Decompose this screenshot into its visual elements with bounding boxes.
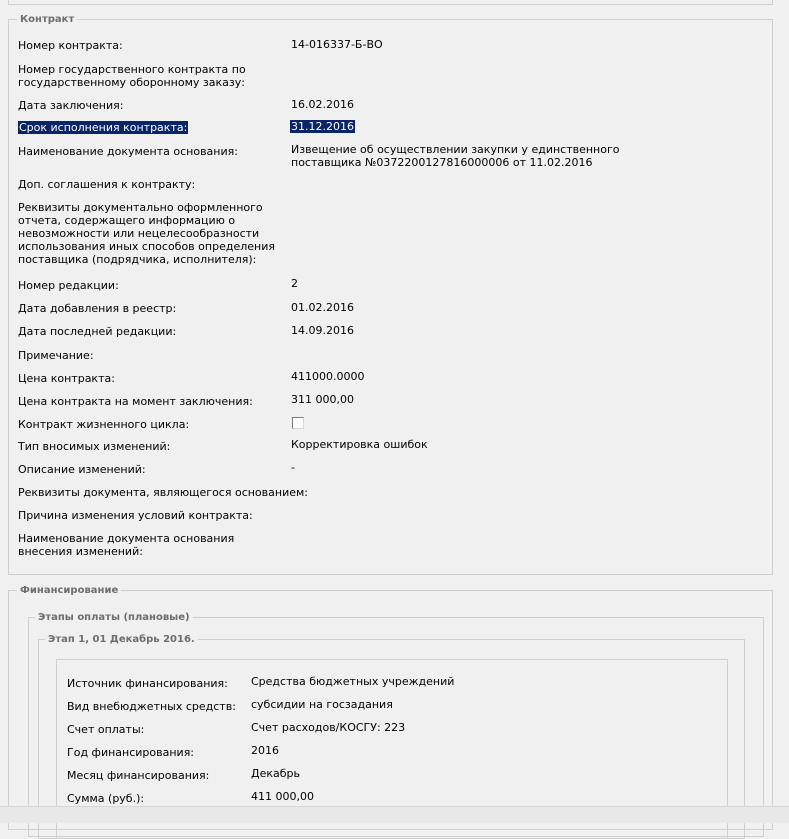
conclusion-date-value: 16.02.2016 (291, 98, 354, 111)
previous-section-frame (8, 0, 773, 5)
financing-month-label: Месяц финансирования: (67, 769, 210, 782)
last-revision-date-label: Дата последней редакции: (18, 325, 177, 338)
change-reason-label: Причина изменения условий контракта: (18, 509, 253, 522)
basis-document-label: Наименование документа основания: (18, 145, 238, 158)
revision-number-label: Номер редакции: (18, 279, 119, 292)
note-label: Примечание: (18, 349, 94, 362)
financing-year-label: Год финансирования: (67, 746, 195, 759)
report-requisites-label: Реквизиты документально оформленного отчета, содержащего информацию о невозможности или нецелесообразности использования иных способов определения поставщика (подрядчика, исполнителя): (18, 201, 275, 266)
revision-number-value: 2 (291, 277, 298, 290)
horizontal-scrollbar[interactable] (0, 806, 789, 823)
additional-agreements-label: Доп. соглашения к контракту: (18, 178, 196, 191)
financing-source-value: Средства бюджетных учреждений (251, 675, 455, 688)
execution-term-value: 31.12.2016 (291, 120, 354, 133)
change-basis-document-label: Наименование документа основания внесения изменений: (18, 532, 235, 558)
contract-legend: Контракт (17, 13, 77, 26)
basis-document-value: Извещение об осуществлении закупки у единственного поставщика №0372200127816000006 от 11.02.2016 (291, 143, 620, 169)
amount-label: Сумма (руб.): (67, 792, 145, 805)
contract-number-value: 14-016337-Б-ВО (291, 38, 383, 51)
financing-group (8, 585, 773, 830)
extrabudget-type-label: Вид внебюджетных средств: (67, 700, 236, 713)
basis-requisites-label: Реквизиты документа, являющегося основанием: (18, 486, 308, 499)
change-type-label: Тип вносимых изменений: (18, 440, 171, 453)
contract-group (8, 14, 773, 575)
payment-stages-group (28, 612, 764, 837)
conclusion-date-label: Дата заключения: (18, 99, 124, 112)
registry-date-value: 01.02.2016 (291, 301, 354, 314)
payment-stages-legend: Этапы оплаты (плановые) (35, 611, 193, 624)
last-revision-date-value: 14.09.2016 (291, 324, 354, 337)
financing-year-value: 2016 (251, 744, 279, 757)
contract-price-label: Цена контракта: (18, 372, 115, 385)
financing-legend: Финансирование (17, 584, 121, 597)
initial-price-label: Цена контракта на момент заключения: (18, 395, 253, 408)
contract-number-label: Номер контракта: (18, 39, 123, 52)
execution-term-label: Срок исполнения контракта: (19, 121, 188, 134)
extrabudget-type-value: субсидии на госзадания (251, 698, 393, 711)
change-description-label: Описание изменений: (18, 463, 146, 476)
payment-account-label: Счет оплаты: (67, 723, 145, 736)
gov-defense-number-label: Номер государственного контракта по государственному оборонному заказу: (18, 63, 246, 89)
contract-price-value: 411000.0000 (291, 370, 365, 383)
financing-source-label: Источник финансирования: (67, 677, 228, 690)
payment-account-value: Счет расходов/КОСГУ: 223 (251, 721, 406, 734)
registry-date-label: Дата добавления в реестр: (18, 302, 177, 315)
change-type-value: Корректировка ошибок (291, 438, 428, 451)
amount-value: 411 000,00 (251, 790, 314, 803)
life-cycle-checkbox[interactable] (292, 417, 304, 429)
life-cycle-label: Контракт жизненного цикла: (18, 418, 190, 431)
change-description-value: - (291, 461, 295, 474)
initial-price-value: 311 000,00 (291, 393, 354, 406)
stage-1-legend: Этап 1, 01 Декабрь 2016. (45, 633, 198, 646)
financing-month-value: Декабрь (251, 767, 300, 780)
